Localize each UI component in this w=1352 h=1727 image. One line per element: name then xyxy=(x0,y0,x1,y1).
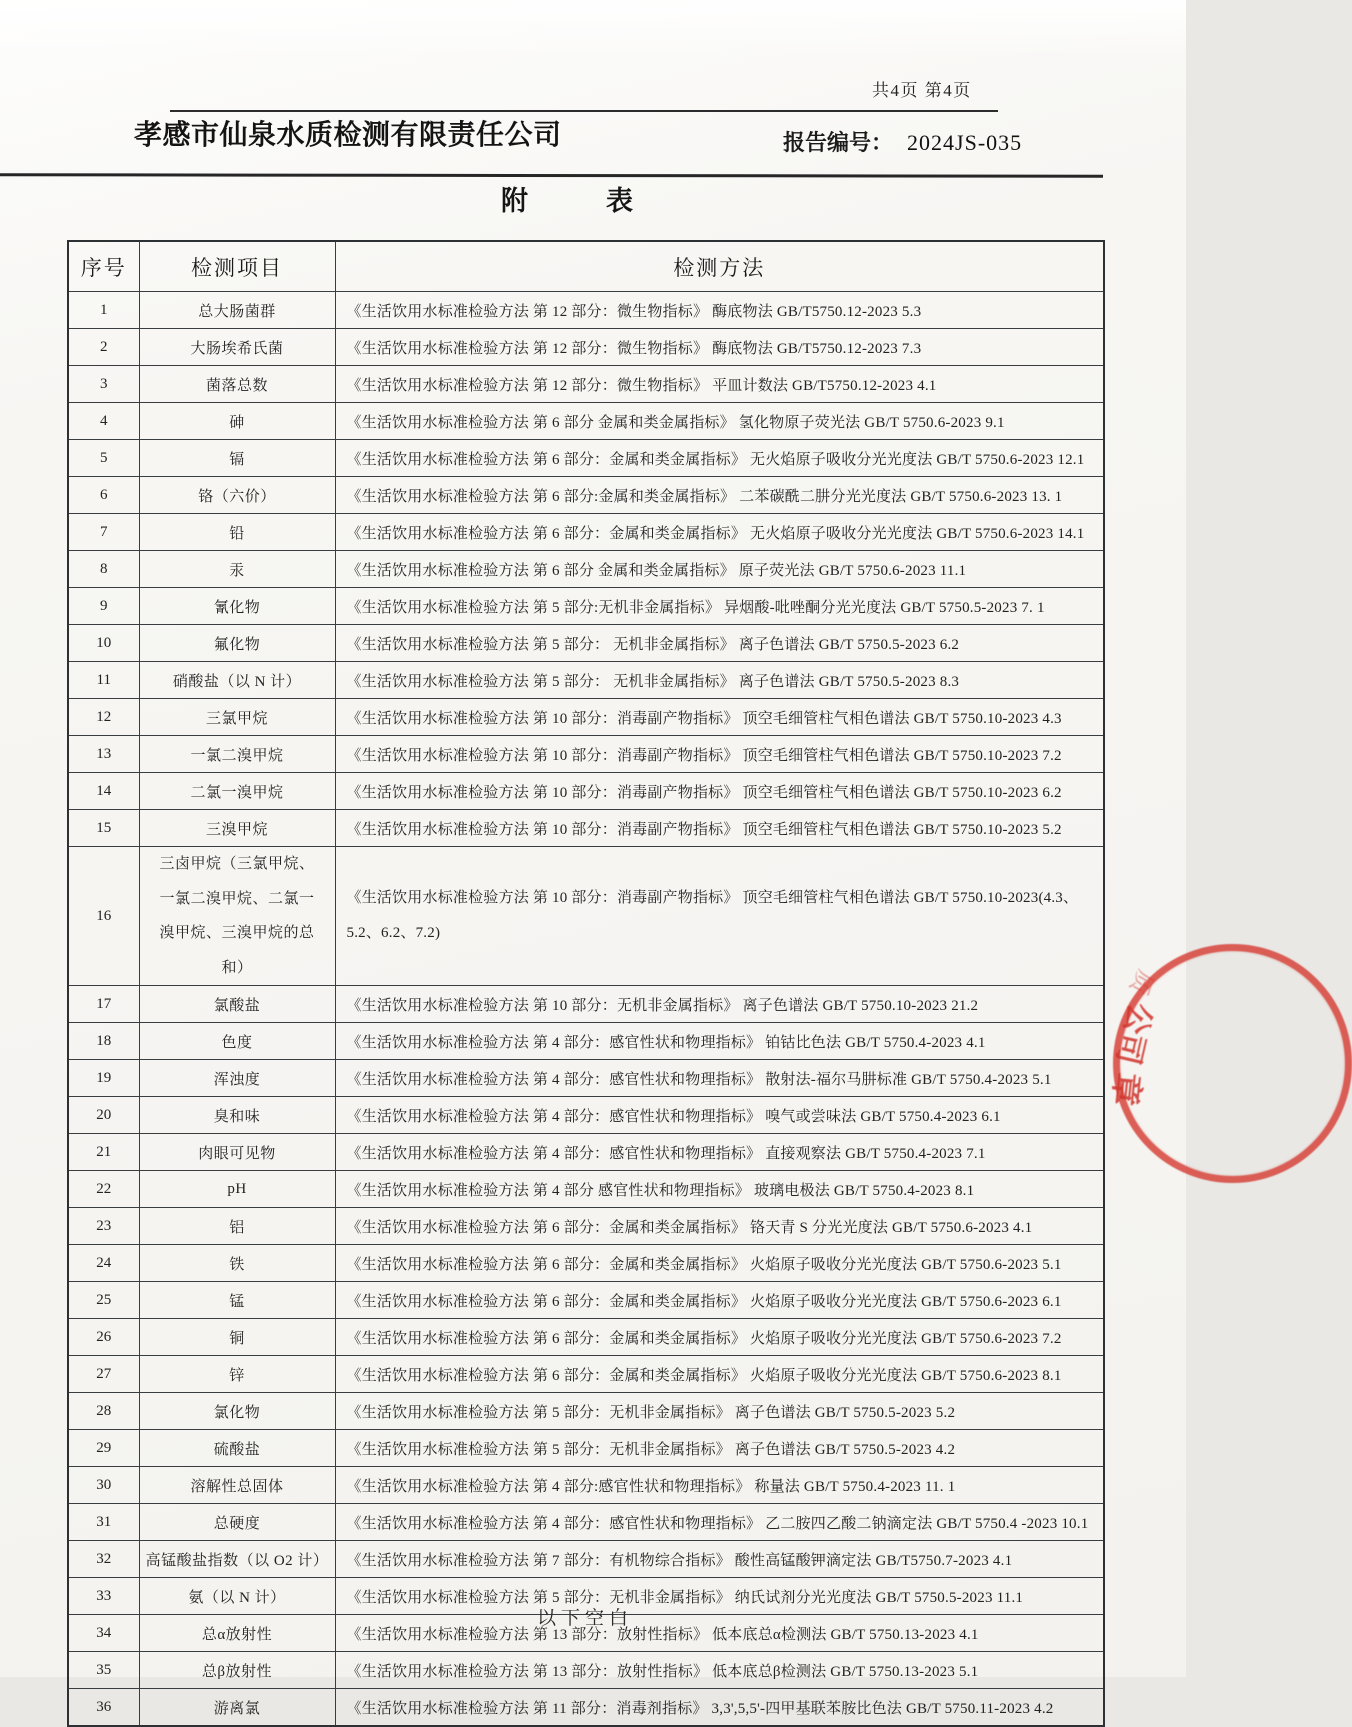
table-row xyxy=(68,625,1104,662)
test-item-cell: 铜 xyxy=(139,1319,335,1356)
table-row xyxy=(68,1652,1104,1689)
table-row xyxy=(68,1689,1104,1727)
test-method-cell: 《生活饮用水标准检验方法 第 6 部分：金属和类金属指标》 火焰原子吸收分光光度法 GB/T 5750.6-2023 8.1 xyxy=(335,1356,1104,1393)
table-row xyxy=(68,366,1104,403)
test-item-cell: pH xyxy=(139,1171,335,1208)
scan-light-band xyxy=(0,0,1186,58)
table-row xyxy=(68,1023,1104,1060)
test-method-cell: 《生活饮用水标准检验方法 第 11 部分：消毒剂指标》 3,3',5,5'-四甲基联苯胺比色法 GB/T 5750.11-2023 4.2 xyxy=(335,1689,1104,1727)
test-method-cell: 《生活饮用水标准检验方法 第 6 部分：金属和类金属指标》 火焰原子吸收分光光度法 GB/T 5750.6-2023 7.2 xyxy=(335,1319,1104,1356)
test-method-cell: 《生活饮用水标准检验方法 第 10 部分：消毒副产物指标》 顶空毛细管柱气相色谱法 GB/T 5750.10-2023 6.2 xyxy=(335,773,1104,810)
test-item-cell: 溶解性总固体 xyxy=(139,1467,335,1504)
test-item-cell: 氯酸盐 xyxy=(139,986,335,1023)
table-row xyxy=(68,773,1104,810)
test-item-cell: 总大肠菌群 xyxy=(139,292,335,329)
table-row xyxy=(68,329,1104,366)
table-row xyxy=(68,699,1104,736)
page-number: 共4页 第4页 xyxy=(872,81,972,100)
table-header-row xyxy=(68,241,1104,292)
row-number-cell: 11 xyxy=(68,662,139,699)
row-number-cell: 36 xyxy=(68,1689,139,1727)
row-number-cell: 30 xyxy=(68,1467,139,1504)
row-number-cell: 6 xyxy=(68,477,139,514)
table-row xyxy=(68,477,1104,514)
test-method-cell: 《生活饮用水标准检验方法 第 12 部分：微生物指标》 酶底物法 GB/T5750.12-2023 7.3 xyxy=(335,329,1104,366)
test-method-cell: 《生活饮用水标准检验方法 第 5 部分：无机非金属指标》 纳氏试剂分光光度法 GB/T 5750.5-2023 11.1 xyxy=(335,1578,1104,1615)
test-item-cell: 菌落总数 xyxy=(139,366,335,403)
test-method-cell: 《生活饮用水标准检验方法 第 4 部分：感官性状和物理指标》 散射法-福尔马肼标准 GB/T 5750.4-2023 5.1 xyxy=(335,1060,1104,1097)
test-method-cell: 《生活饮用水标准检验方法 第 12 部分：微生物指标》 平皿计数法 GB/T5750.12-2023 4.1 xyxy=(335,366,1104,403)
test-item-cell: 铬（六价） xyxy=(139,477,335,514)
test-item-cell: 锌 xyxy=(139,1356,335,1393)
test-item-cell: 硝酸盐（以 N 计） xyxy=(139,662,335,699)
row-number-cell: 28 xyxy=(68,1393,139,1430)
row-number-cell: 7 xyxy=(68,514,139,551)
test-method-cell: 《生活饮用水标准检验方法 第 5 部分：无机非金属指标》 离子色谱法 GB/T 5750.5-2023 5.2 xyxy=(335,1393,1104,1430)
seal-text-faint: 质 xyxy=(1123,965,1159,999)
test-item-cell: 铁 xyxy=(139,1245,335,1282)
table-row xyxy=(68,1208,1104,1245)
report-number-label: 报告编号： xyxy=(783,130,894,155)
table-row xyxy=(68,986,1104,1023)
row-number-cell: 5 xyxy=(68,440,139,477)
row-number-cell: 20 xyxy=(68,1097,139,1134)
table-row xyxy=(68,1393,1104,1430)
row-number-cell: 33 xyxy=(68,1578,139,1615)
test-method-cell: 《生活饮用水标准检验方法 第 6 部分 金属和类金属指标》 原子荧光法 GB/T 5750.6-2023 11.1 xyxy=(335,551,1104,588)
table-row xyxy=(68,1467,1104,1504)
row-number-cell: 22 xyxy=(68,1171,139,1208)
table-row xyxy=(68,440,1104,477)
test-item-cell: 氟化物 xyxy=(139,625,335,662)
test-item-cell: 浑浊度 xyxy=(139,1060,335,1097)
test-item-cell: 硫酸盐 xyxy=(139,1430,335,1467)
test-item-cell: 大肠埃希氏菌 xyxy=(139,329,335,366)
row-number-cell: 2 xyxy=(68,329,139,366)
test-method-cell: 《生活饮用水标准检验方法 第 12 部分：微生物指标》 酶底物法 GB/T5750.12-2023 5.3 xyxy=(335,292,1104,329)
test-item-cell: 氯化物 xyxy=(139,1393,335,1430)
test-item-cell: 高锰酸盐指数（以 O2 计） xyxy=(139,1541,335,1578)
test-item-cell: 镉 xyxy=(139,440,335,477)
test-item-cell: 锰 xyxy=(139,1282,335,1319)
test-method-cell: 《生活饮用水标准检验方法 第 7 部分：有机物综合指标》 酸性高锰酸钾滴定法 GB/T5750.7-2023 4.1 xyxy=(335,1541,1104,1578)
test-method-cell: 《生活饮用水标准检验方法 第 13 部分：放射性指标》 低本底总α检测法 GB/T 5750.13-2023 4.1 xyxy=(335,1615,1104,1652)
test-method-cell: 《生活饮用水标准检验方法 第 4 部分：感官性状和物理指标》 嗅气或尝味法 GB/T 5750.4-2023 6.1 xyxy=(335,1097,1104,1134)
column-header-method: 检测方法 xyxy=(335,241,1104,292)
test-method-cell: 《生活饮用水标准检验方法 第 4 部分:感官性状和物理指标》 称量法 GB/T 5750.4-2023 11. 1 xyxy=(335,1467,1104,1504)
table-row xyxy=(68,1282,1104,1319)
test-item-cell: 氨（以 N 计） xyxy=(139,1578,335,1615)
row-number-cell: 10 xyxy=(68,625,139,662)
test-item-cell: 砷 xyxy=(139,403,335,440)
appendix-title-char: 附 xyxy=(501,186,528,216)
row-number-cell: 15 xyxy=(68,810,139,847)
table-row xyxy=(68,847,1104,986)
test-method-cell: 《生活饮用水标准检验方法 第 10 部分：消毒副产物指标》 顶空毛细管柱气相色谱法 GB/T 5750.10-2023 7.2 xyxy=(335,736,1104,773)
table-row xyxy=(68,1504,1104,1541)
test-item-cell: 铝 xyxy=(139,1208,335,1245)
test-item-cell: 肉眼可见物 xyxy=(139,1134,335,1171)
row-number-cell: 16 xyxy=(68,847,139,986)
test-method-cell: 《生活饮用水标准检验方法 第 4 部分：感官性状和物理指标》 铂钴比色法 GB/T 5750.4-2023 4.1 xyxy=(335,1023,1104,1060)
report-number-value: 2024JS-035 xyxy=(907,130,1023,155)
seal-text: 章 xyxy=(1105,1070,1145,1108)
row-number-cell: 1 xyxy=(68,292,139,329)
row-number-cell: 27 xyxy=(68,1356,139,1393)
test-method-cell: 《生活饮用水标准检验方法 第 5 部分： 无机非金属指标》 离子色谱法 GB/T 5750.5-2023 6.2 xyxy=(335,625,1104,662)
test-item-cell: 汞 xyxy=(139,551,335,588)
table-row xyxy=(68,1060,1104,1097)
table-row xyxy=(68,551,1104,588)
test-method-cell: 《生活饮用水标准检验方法 第 10 部分：消毒副产物指标》 顶空毛细管柱气相色谱法 GB/T 5750.10-2023(4.3、5.2、6.2、7.2) xyxy=(335,847,1104,986)
table-row xyxy=(68,810,1104,847)
header-bottom-rule xyxy=(0,173,1103,177)
row-number-cell: 24 xyxy=(68,1245,139,1282)
test-method-cell: 《生活饮用水标准检验方法 第 13 部分：放射性指标》 低本底总β检测法 GB/T 5750.13-2023 5.1 xyxy=(335,1652,1104,1689)
table-row xyxy=(68,736,1104,773)
test-method-cell: 《生活饮用水标准检验方法 第 6 部分：金属和类金属指标》 无火焰原子吸收分光光度法 GB/T 5750.6-2023 12.1 xyxy=(335,440,1104,477)
row-number-cell: 26 xyxy=(68,1319,139,1356)
appendix-title xyxy=(67,179,1067,218)
seal-ring xyxy=(1113,944,1352,1183)
table-row xyxy=(68,1134,1104,1171)
table-row xyxy=(68,292,1104,329)
test-method-cell: 《生活饮用水标准检验方法 第 4 部分：感官性状和物理指标》 直接观察法 GB/T 5750.4-2023 7.1 xyxy=(335,1134,1104,1171)
table-row xyxy=(68,1319,1104,1356)
header-top-rule xyxy=(170,110,998,112)
table-row xyxy=(68,1097,1104,1134)
row-number-cell: 34 xyxy=(68,1615,139,1652)
seal-text: 公司 xyxy=(1110,999,1159,1068)
test-item-cell: 二氯一溴甲烷 xyxy=(139,773,335,810)
row-number-cell: 23 xyxy=(68,1208,139,1245)
test-method-cell: 《生活饮用水标准检验方法 第 5 部分:无机非金属指标》 异烟酸-吡唑酮分光光度法 GB/T 5750.5-2023 7. 1 xyxy=(335,588,1104,625)
row-number-cell: 4 xyxy=(68,403,139,440)
test-method-cell: 《生活饮用水标准检验方法 第 10 部分：消毒副产物指标》 顶空毛细管柱气相色谱法 GB/T 5750.10-2023 4.3 xyxy=(335,699,1104,736)
test-item-cell: 三氯甲烷 xyxy=(139,699,335,736)
test-method-cell: 《生活饮用水标准检验方法 第 6 部分:金属和类金属指标》 二苯碳酰二肼分光光度法 GB/T 5750.6-2023 13. 1 xyxy=(335,477,1104,514)
test-item-cell: 总硬度 xyxy=(139,1504,335,1541)
table-row xyxy=(68,403,1104,440)
test-method-cell: 《生活饮用水标准检验方法 第 6 部分：金属和类金属指标》 铬天青 S 分光光度法 GB/T 5750.6-2023 4.1 xyxy=(335,1208,1104,1245)
row-number-cell: 14 xyxy=(68,773,139,810)
table-row xyxy=(68,1245,1104,1282)
row-number-cell: 9 xyxy=(68,588,139,625)
row-number-cell: 12 xyxy=(68,699,139,736)
table-row xyxy=(68,1171,1104,1208)
row-number-cell: 35 xyxy=(68,1652,139,1689)
row-number-cell: 18 xyxy=(68,1023,139,1060)
appendix-title-char: 表 xyxy=(606,186,633,216)
test-item-cell: 三溴甲烷 xyxy=(139,810,335,847)
table-row xyxy=(68,1356,1104,1393)
test-item-cell: 总β放射性 xyxy=(139,1652,335,1689)
row-number-cell: 3 xyxy=(68,366,139,403)
test-method-cell: 《生活饮用水标准检验方法 第 4 部分 感官性状和物理指标》 玻璃电极法 GB/T 5750.4-2023 8.1 xyxy=(335,1171,1104,1208)
row-number-cell: 17 xyxy=(68,986,139,1023)
report-number-line xyxy=(783,126,1022,157)
test-item-cell: 一氯二溴甲烷 xyxy=(139,736,335,773)
test-method-cell: 《生活饮用水标准检验方法 第 6 部分：金属和类金属指标》 火焰原子吸收分光光度法 GB/T 5750.6-2023 5.1 xyxy=(335,1245,1104,1282)
row-number-cell: 32 xyxy=(68,1541,139,1578)
table-row xyxy=(68,588,1104,625)
row-number-cell: 13 xyxy=(68,736,139,773)
test-item-cell: 游离氯 xyxy=(139,1689,335,1727)
row-number-cell: 25 xyxy=(68,1282,139,1319)
table-row xyxy=(68,1541,1104,1578)
column-header-no: 序号 xyxy=(68,241,139,292)
test-method-cell: 《生活饮用水标准检验方法 第 10 部分：无机非金属指标》 离子色谱法 GB/T 5750.10-2023 21.2 xyxy=(335,986,1104,1023)
company-name: 孝感市仙泉水质检测有限责任公司 xyxy=(134,119,562,150)
row-number-cell: 21 xyxy=(68,1134,139,1171)
test-method-cell: 《生活饮用水标准检验方法 第 5 部分：无机非金属指标》 离子色谱法 GB/T 5750.5-2023 4.2 xyxy=(335,1430,1104,1467)
test-item-cell: 三卤甲烷（三氯甲烷、一氯二溴甲烷、二氯一溴甲烷、三溴甲烷的总和） xyxy=(139,847,335,986)
row-number-cell: 8 xyxy=(68,551,139,588)
table-row xyxy=(68,514,1104,551)
test-method-cell: 《生活饮用水标准检验方法 第 6 部分：金属和类金属指标》 无火焰原子吸收分光光度法 GB/T 5750.6-2023 14.1 xyxy=(335,514,1104,551)
table-row xyxy=(68,1430,1104,1467)
test-item-cell: 铅 xyxy=(139,514,335,551)
row-number-cell: 31 xyxy=(68,1504,139,1541)
test-item-cell: 色度 xyxy=(139,1023,335,1060)
test-method-cell: 《生活饮用水标准检验方法 第 6 部分：金属和类金属指标》 火焰原子吸收分光光度法 GB/T 5750.6-2023 6.1 xyxy=(335,1282,1104,1319)
test-method-cell: 《生活饮用水标准检验方法 第 6 部分 金属和类金属指标》 氢化物原子荧光法 GB/T 5750.6-2023 9.1 xyxy=(335,403,1104,440)
test-method-cell: 《生活饮用水标准检验方法 第 4 部分：感官性状和物理指标》 乙二胺四乙酸二钠滴定法 GB/T 5750.4 -2023 10.1 xyxy=(335,1504,1104,1541)
test-method-cell: 《生活饮用水标准检验方法 第 10 部分：消毒副产物指标》 顶空毛细管柱气相色谱法 GB/T 5750.10-2023 5.2 xyxy=(335,810,1104,847)
column-header-item: 检测项目 xyxy=(139,241,335,292)
row-number-cell: 29 xyxy=(68,1430,139,1467)
test-methods-table xyxy=(67,240,1105,1727)
test-item-cell: 臭和味 xyxy=(139,1097,335,1134)
test-item-cell: 总α放射性 xyxy=(139,1615,335,1652)
test-item-cell: 氰化物 xyxy=(139,588,335,625)
row-number-cell: 19 xyxy=(68,1060,139,1097)
table-row xyxy=(68,662,1104,699)
footer-note: 以下空白 xyxy=(536,1608,633,1629)
test-method-cell: 《生活饮用水标准检验方法 第 5 部分： 无机非金属指标》 离子色谱法 GB/T 5750.5-2023 8.3 xyxy=(335,662,1104,699)
